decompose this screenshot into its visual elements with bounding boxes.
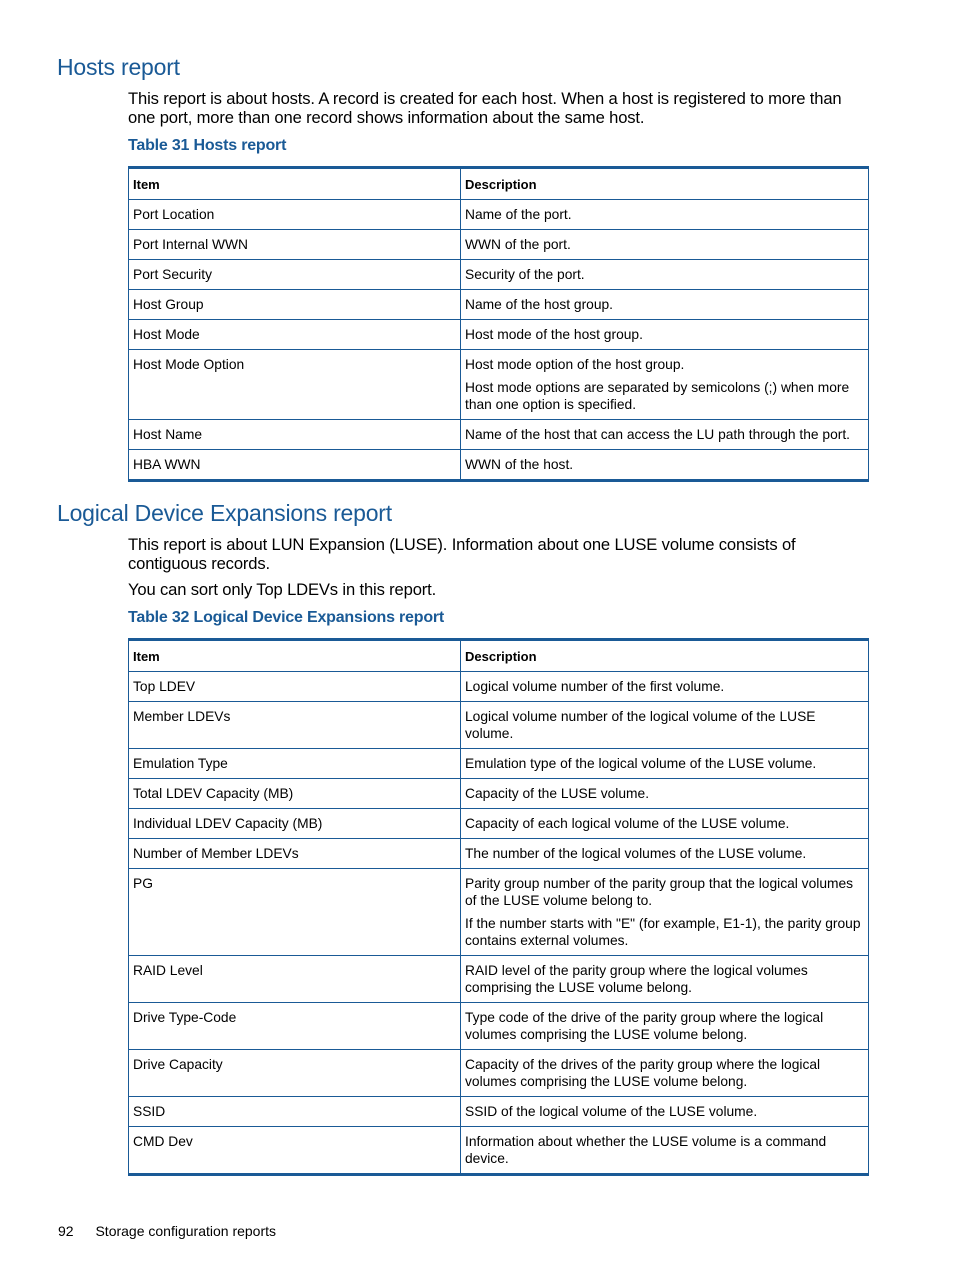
table-row <box>129 779 869 809</box>
table-row <box>129 350 869 420</box>
row-description-cell <box>461 260 869 290</box>
row-item: SSID <box>129 1097 461 1127</box>
row-description-cell <box>461 809 869 839</box>
row-description-cell <box>461 779 869 809</box>
row-description: Host mode option of the host group. <box>465 357 685 372</box>
row-item: Number of Member LDEVs <box>129 839 461 869</box>
luse-report-table <box>128 638 869 1176</box>
footer-section-title: Storage configuration reports <box>95 1223 277 1239</box>
row-item: Host Name <box>129 420 461 450</box>
table-row <box>129 1050 869 1097</box>
row-item: Drive Capacity <box>129 1050 461 1097</box>
row-description-note: Host mode options are separated by semicolons (;) when more than one option is specified. <box>465 380 850 412</box>
table-header-row <box>129 640 869 672</box>
row-description-cell <box>461 1003 869 1050</box>
column-header-description: Description <box>461 640 869 672</box>
table-row <box>129 869 869 956</box>
table-row <box>129 749 869 779</box>
column-header-description: Description <box>461 168 869 200</box>
row-description-cell <box>461 230 869 260</box>
row-item: Host Mode <box>129 320 461 350</box>
hosts-report-heading: Hosts report <box>57 54 180 80</box>
luse-report-heading: Logical Device Expansions report <box>57 500 392 526</box>
hosts-table-caption: Table 31 Hosts report <box>128 137 287 154</box>
table-row <box>129 260 869 290</box>
row-description: Capacity of each logical volume of the LUSE volume. <box>465 816 790 831</box>
row-description: Name of the host that can access the LU path through the port. <box>465 427 851 442</box>
row-item: Host Group <box>129 290 461 320</box>
row-description-cell <box>461 956 869 1003</box>
row-description-cell <box>461 1127 869 1175</box>
row-item: Port Internal WWN <box>129 230 461 260</box>
row-description-cell <box>461 420 869 450</box>
row-description-cell <box>461 839 869 869</box>
row-item: CMD Dev <box>129 1127 461 1175</box>
row-item: Port Security <box>129 260 461 290</box>
row-description-cell <box>461 290 869 320</box>
table-row <box>129 230 869 260</box>
row-description: Name of the port. <box>465 207 572 222</box>
column-header-item: Item <box>129 168 461 200</box>
table-row <box>129 672 869 702</box>
page-footer <box>58 1223 276 1239</box>
row-item: Host Mode Option <box>129 350 461 420</box>
row-description: WWN of the host. <box>465 457 574 472</box>
row-description: Capacity of the drives of the parity group where the logical volumes comprising the LUSE volume belong. <box>465 1057 821 1089</box>
row-description: Type code of the drive of the parity group where the logical volumes comprising the LUSE volume belong. <box>465 1010 824 1042</box>
row-description-cell <box>461 672 869 702</box>
row-description-cell <box>461 702 869 749</box>
luse-table-body <box>129 672 869 1175</box>
hosts-report-table <box>128 166 869 482</box>
row-item: Top LDEV <box>129 672 461 702</box>
table-row <box>129 1097 869 1127</box>
table-row <box>129 290 869 320</box>
luse-report-intro: This report is about LUN Expansion (LUSE). Information about one LUSE volume consists of contiguous records. <box>128 535 796 573</box>
row-description-cell <box>461 1050 869 1097</box>
row-description: Information about whether the LUSE volume is a command device. <box>465 1134 827 1166</box>
row-description-cell <box>461 1097 869 1127</box>
table-row <box>129 839 869 869</box>
row-description: SSID of the logical volume of the LUSE volume. <box>465 1104 758 1119</box>
table-row <box>129 420 869 450</box>
row-description-cell <box>461 450 869 481</box>
luse-table-caption: Table 32 Logical Device Expansions report <box>128 609 445 626</box>
row-description-cell <box>461 350 869 420</box>
row-item: Individual LDEV Capacity (MB) <box>129 809 461 839</box>
luse-report-note: You can sort only Top LDEVs in this report. <box>128 580 437 599</box>
row-description: WWN of the port. <box>465 237 571 252</box>
table-row <box>129 450 869 481</box>
column-header-item: Item <box>129 640 461 672</box>
row-description: Logical volume number of the first volume. <box>465 679 725 694</box>
table-row <box>129 956 869 1003</box>
row-item: Emulation Type <box>129 749 461 779</box>
row-item: Port Location <box>129 200 461 230</box>
table-row <box>129 1003 869 1050</box>
row-description: RAID level of the parity group where the logical volumes comprising the LUSE volume belong. <box>465 963 808 995</box>
table-row <box>129 702 869 749</box>
row-description-cell <box>461 320 869 350</box>
table-row <box>129 200 869 230</box>
table-header-row <box>129 168 869 200</box>
row-description-cell <box>461 749 869 779</box>
row-description: The number of the logical volumes of the LUSE volume. <box>465 846 807 861</box>
page-number: 92 <box>58 1223 74 1239</box>
row-description: Host mode of the host group. <box>465 327 643 342</box>
row-description: Capacity of the LUSE volume. <box>465 786 650 801</box>
table-row <box>129 1127 869 1175</box>
row-description: Logical volume number of the logical volume of the LUSE volume. <box>465 709 816 741</box>
row-description-note: If the number starts with "E" (for example, E1-1), the parity group contains external volumes. <box>465 916 861 948</box>
table-row <box>129 809 869 839</box>
hosts-report-intro: This report is about hosts. A record is created for each host. When a host is registered to more than one port, more than one record shows information about the same host. <box>128 89 842 127</box>
row-description: Name of the host group. <box>465 297 614 312</box>
row-description-cell <box>461 200 869 230</box>
row-description: Parity group number of the parity group that the logical volumes of the LUSE volume belong to. <box>465 876 854 908</box>
row-item: RAID Level <box>129 956 461 1003</box>
row-item: Member LDEVs <box>129 702 461 749</box>
row-item: Drive Type-Code <box>129 1003 461 1050</box>
row-description: Security of the port. <box>465 267 585 282</box>
hosts-table-body <box>129 200 869 481</box>
row-description: Emulation type of the logical volume of the LUSE volume. <box>465 756 817 771</box>
row-item: Total LDEV Capacity (MB) <box>129 779 461 809</box>
row-description-cell <box>461 869 869 956</box>
row-item: PG <box>129 869 461 956</box>
row-item: HBA WWN <box>129 450 461 481</box>
table-row <box>129 320 869 350</box>
